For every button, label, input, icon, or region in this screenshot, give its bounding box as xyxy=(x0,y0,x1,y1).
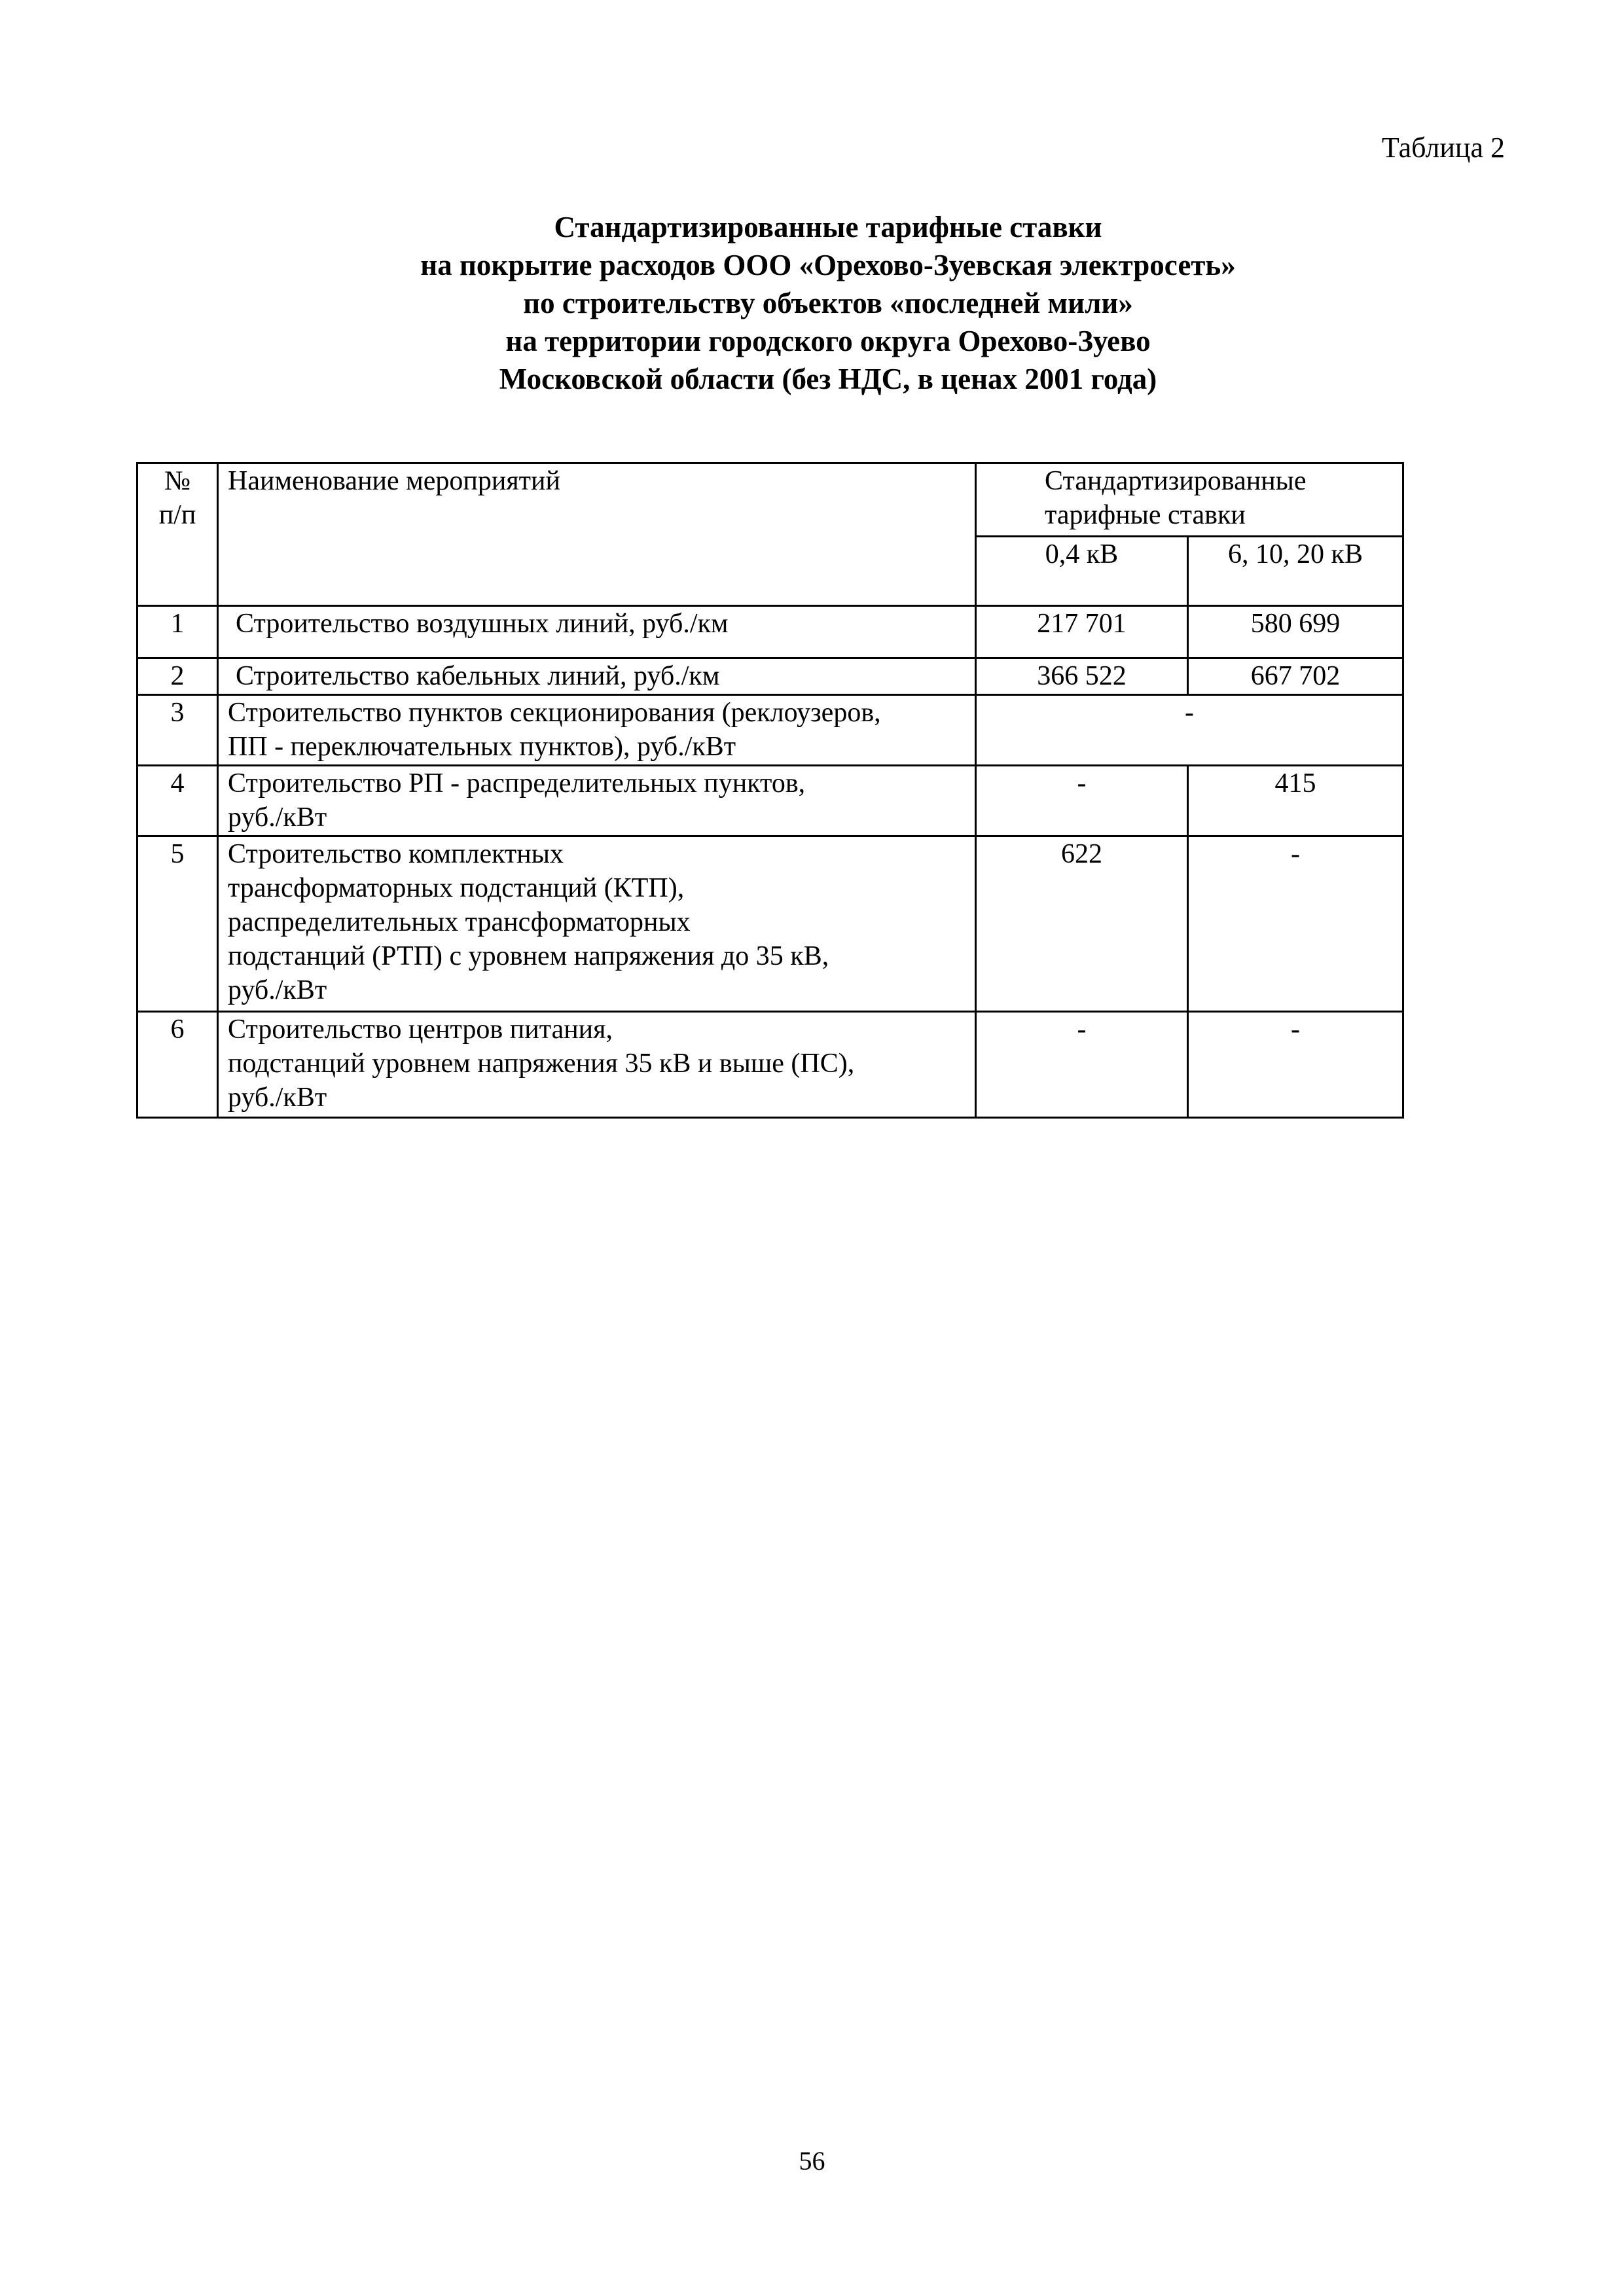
row-number: 4 xyxy=(137,766,218,836)
header-voltage-6-20: 6, 10, 20 кВ xyxy=(1188,537,1403,606)
row-value-6-20: - xyxy=(1188,1012,1403,1118)
page-number: 56 xyxy=(799,2146,825,2176)
title-line: Стандартизированные тарифные ставки xyxy=(554,211,1102,243)
table-header-row xyxy=(137,463,1403,537)
row-value-6-20: - xyxy=(1188,836,1403,1012)
row-name: Строительство центров питания, подстанций уровнем напряжения 35 кВ и выше (ПС), руб./кВт xyxy=(218,1012,976,1118)
header-rates-group: Стандартизированные тарифные ставки xyxy=(976,463,1403,537)
row-value-0-4: 366 522 xyxy=(976,658,1188,695)
table-row xyxy=(137,606,1403,658)
document-title xyxy=(137,208,1519,398)
row-value-0-4: - xyxy=(976,766,1188,836)
header-number: № п/п xyxy=(137,463,218,606)
row-value-6-20: 580 699 xyxy=(1188,606,1403,658)
row-name: Строительство воздушных линий, руб./км xyxy=(218,606,976,658)
table-row xyxy=(137,658,1403,695)
row-value-0-4: 622 xyxy=(976,836,1188,1012)
title-line: Московской области (без НДС, в ценах 2001 года) xyxy=(499,363,1157,395)
title-line: на покрытие расходов ООО «Орехово-Зуевская электросеть» xyxy=(420,249,1236,281)
table-row xyxy=(137,836,1403,1012)
row-number: 6 xyxy=(137,1012,218,1118)
row-value-6-20: 415 xyxy=(1188,766,1403,836)
row-name: Строительство кабельных линий, руб./км xyxy=(218,658,976,695)
row-number: 3 xyxy=(137,695,218,766)
row-value-0-4: 217 701 xyxy=(976,606,1188,658)
table-row xyxy=(137,1012,1403,1118)
row-value-6-20: 667 702 xyxy=(1188,658,1403,695)
table-row xyxy=(137,766,1403,836)
title-line: по строительству объектов «последней мили» xyxy=(523,287,1133,319)
header-voltage-0-4: 0,4 кВ xyxy=(976,537,1188,606)
row-number: 2 xyxy=(137,658,218,695)
table-label: Таблица 2 xyxy=(1381,132,1505,164)
row-number: 5 xyxy=(137,836,218,1012)
row-name: Строительство комплектных трансформаторных подстанций (КТП), распределительных трансформаторных подстанций (РТП) с уровнем напряжения до 35 кВ, руб./кВт xyxy=(218,836,976,1012)
row-number: 1 xyxy=(137,606,218,658)
row-value-merged: - xyxy=(976,695,1403,766)
table-row xyxy=(137,695,1403,766)
row-name: Строительство пунктов секционирования (реклоузеров, ПП - переключательных пунктов), руб./кВт xyxy=(218,695,976,766)
title-line: на территории городского округа Орехово-Зуево xyxy=(505,325,1151,357)
row-name: Строительство РП - распределительных пунктов, руб./кВт xyxy=(218,766,976,836)
tariff-table xyxy=(136,462,1404,1119)
header-name: Наименование мероприятий xyxy=(218,463,976,606)
row-value-0-4: - xyxy=(976,1012,1188,1118)
